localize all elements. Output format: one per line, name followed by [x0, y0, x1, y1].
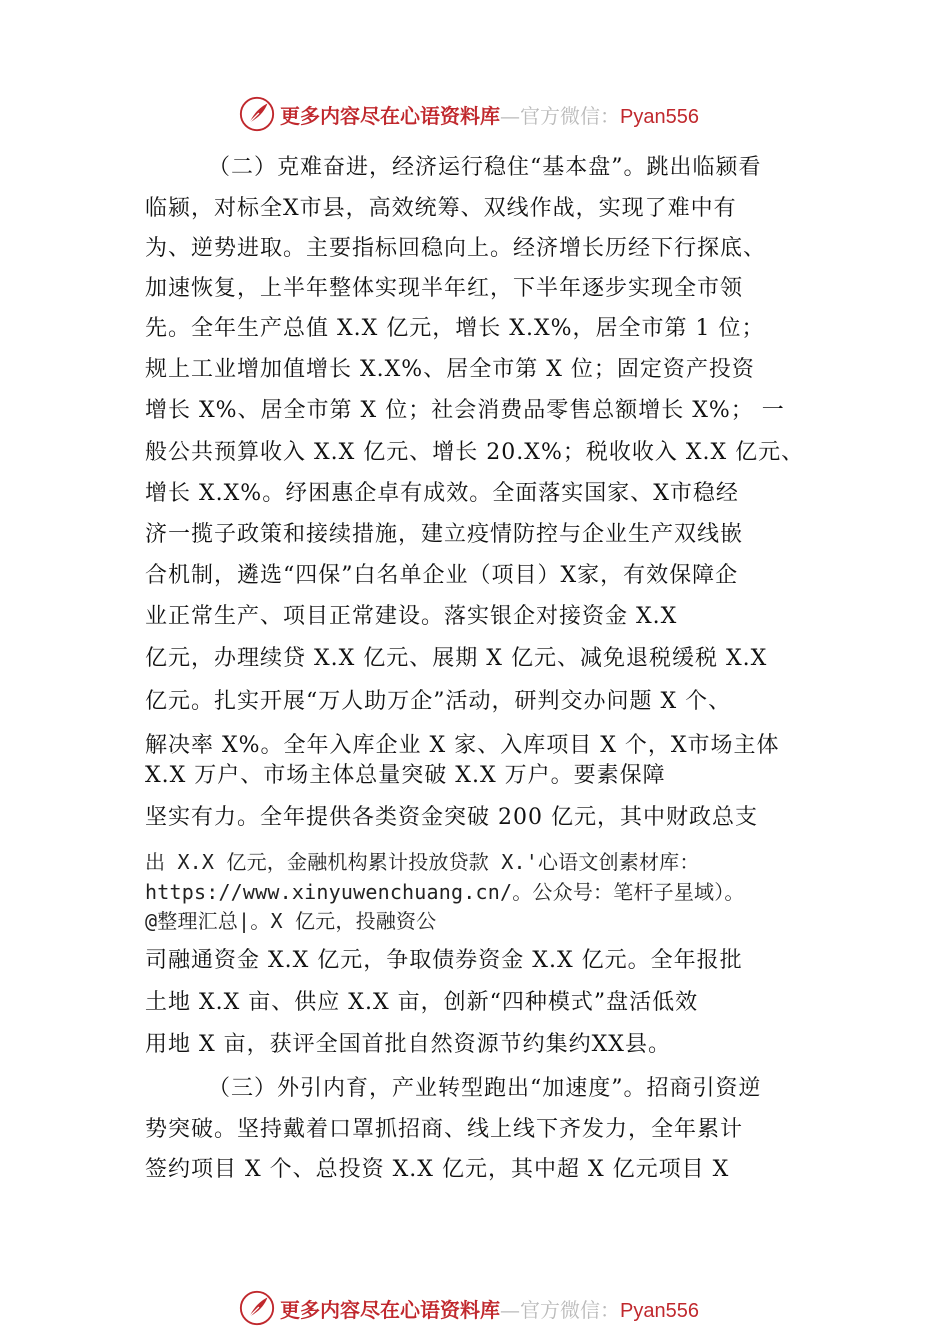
- body-line: 增长 X%、居全市第 X 位；社会消费品零售总额增长 X%； 一: [145, 398, 785, 423]
- body-line: 般公共预算收入 X.X 亿元、增长 20.X%；税收收入 X.X 亿元、: [145, 440, 805, 465]
- banner-brand: 更多内容尽在心语资料库: [280, 103, 500, 128]
- body-line-inserted: 出 X.X 亿元，金融机构累计投放贷款 X.'心语文创素材库：: [145, 850, 700, 874]
- banner-wechat-label: 官方微信：: [520, 1297, 620, 1322]
- banner-dash: —: [500, 103, 520, 128]
- body-line: 势突破。坚持戴着口罩抓招商、线上线下齐发力，全年累计: [145, 1117, 744, 1142]
- banner-wechat-id: Pyan556: [620, 105, 699, 128]
- banner-dash: —: [500, 1297, 520, 1322]
- body-line: 济一揽子政策和接续措施，建立疫情防控与企业生产双线嵌: [145, 522, 744, 547]
- feather-pen-logo-icon: [238, 1289, 276, 1327]
- body-line: 解决率 X%。全年入库企业 X 家、入库项目 X 个，X市场主体: [145, 733, 780, 758]
- body-line: 司融通资金 X.X 亿元，争取债券资金 X.X 亿元。全年报批: [145, 948, 743, 973]
- body-line: 先。全年生产总值 X.X 亿元，增长 X.X%，居全市第 1 位；: [145, 316, 765, 341]
- banner-wechat-id: Pyan556: [620, 1299, 699, 1322]
- banner-brand: 更多内容尽在心语资料库: [280, 1297, 500, 1322]
- body-line: X.X 万户、市场主体总量突破 X.X 万户。要素保障: [145, 763, 666, 788]
- paragraph-heading-2: （二）克难奋进，经济运行稳住“基本盘”。跳出临颍看: [208, 155, 762, 180]
- body-line: 规上工业增加值增长 X.X%、居全市第 X 位；固定资产投资: [145, 357, 755, 382]
- body-line: 亿元，办理续贷 X.X 亿元、展期 X 亿元、减免退税缓税 X.X: [145, 646, 768, 671]
- body-line: 加速恢复，上半年整体实现半年红，下半年逐步实现全市领: [145, 276, 744, 301]
- feather-pen-logo-icon: [238, 95, 276, 133]
- footer-watermark-banner: [238, 1288, 758, 1328]
- body-line: 签约项目 X 个、总投资 X.X 亿元，其中超 X 亿元项目 X: [145, 1157, 730, 1182]
- body-line: 增长 X.X%。纾困惠企卓有成效。全面落实国家、X市稳经: [145, 481, 739, 506]
- body-line: 合机制，遴选“四保”白名单企业（项目）X家，有效保障企: [145, 563, 739, 588]
- body-line: 业正常生产、项目正常建设。落实银企对接资金 X.X: [145, 604, 678, 629]
- body-line: 临颍，对标全X市县，高效统筹、双线作战，实现了难中有: [145, 196, 737, 221]
- body-line: 坚实有力。全年提供各类资金突破 200 亿元，其中财政总支: [145, 805, 758, 830]
- body-line: 土地 X.X 亩、供应 X.X 亩，创新“四种模式”盘活低效: [145, 990, 699, 1015]
- body-line: 用地 X 亩，获评全国首批自然资源节约集约XX县。: [145, 1032, 671, 1057]
- body-line-inserted: https://www.xinyuwenchuang.cn/。公众号：笔杆子星域）。: [145, 880, 745, 904]
- banner-wechat-label: 官方微信：: [520, 103, 620, 128]
- body-line: 亿元。扎实开展“万人助万企”活动，研判交办问题 X 个、: [145, 689, 732, 714]
- header-watermark-banner: [238, 94, 758, 134]
- body-line-inserted: @整理汇总|。X 亿元，投融资公: [145, 909, 437, 933]
- paragraph-heading-3: （三）外引内育，产业转型跑出“加速度”。招商引资逆: [208, 1076, 762, 1101]
- body-line: 为、逆势进取。主要指标回稳向上。经济增长历经下行探底、: [145, 236, 767, 261]
